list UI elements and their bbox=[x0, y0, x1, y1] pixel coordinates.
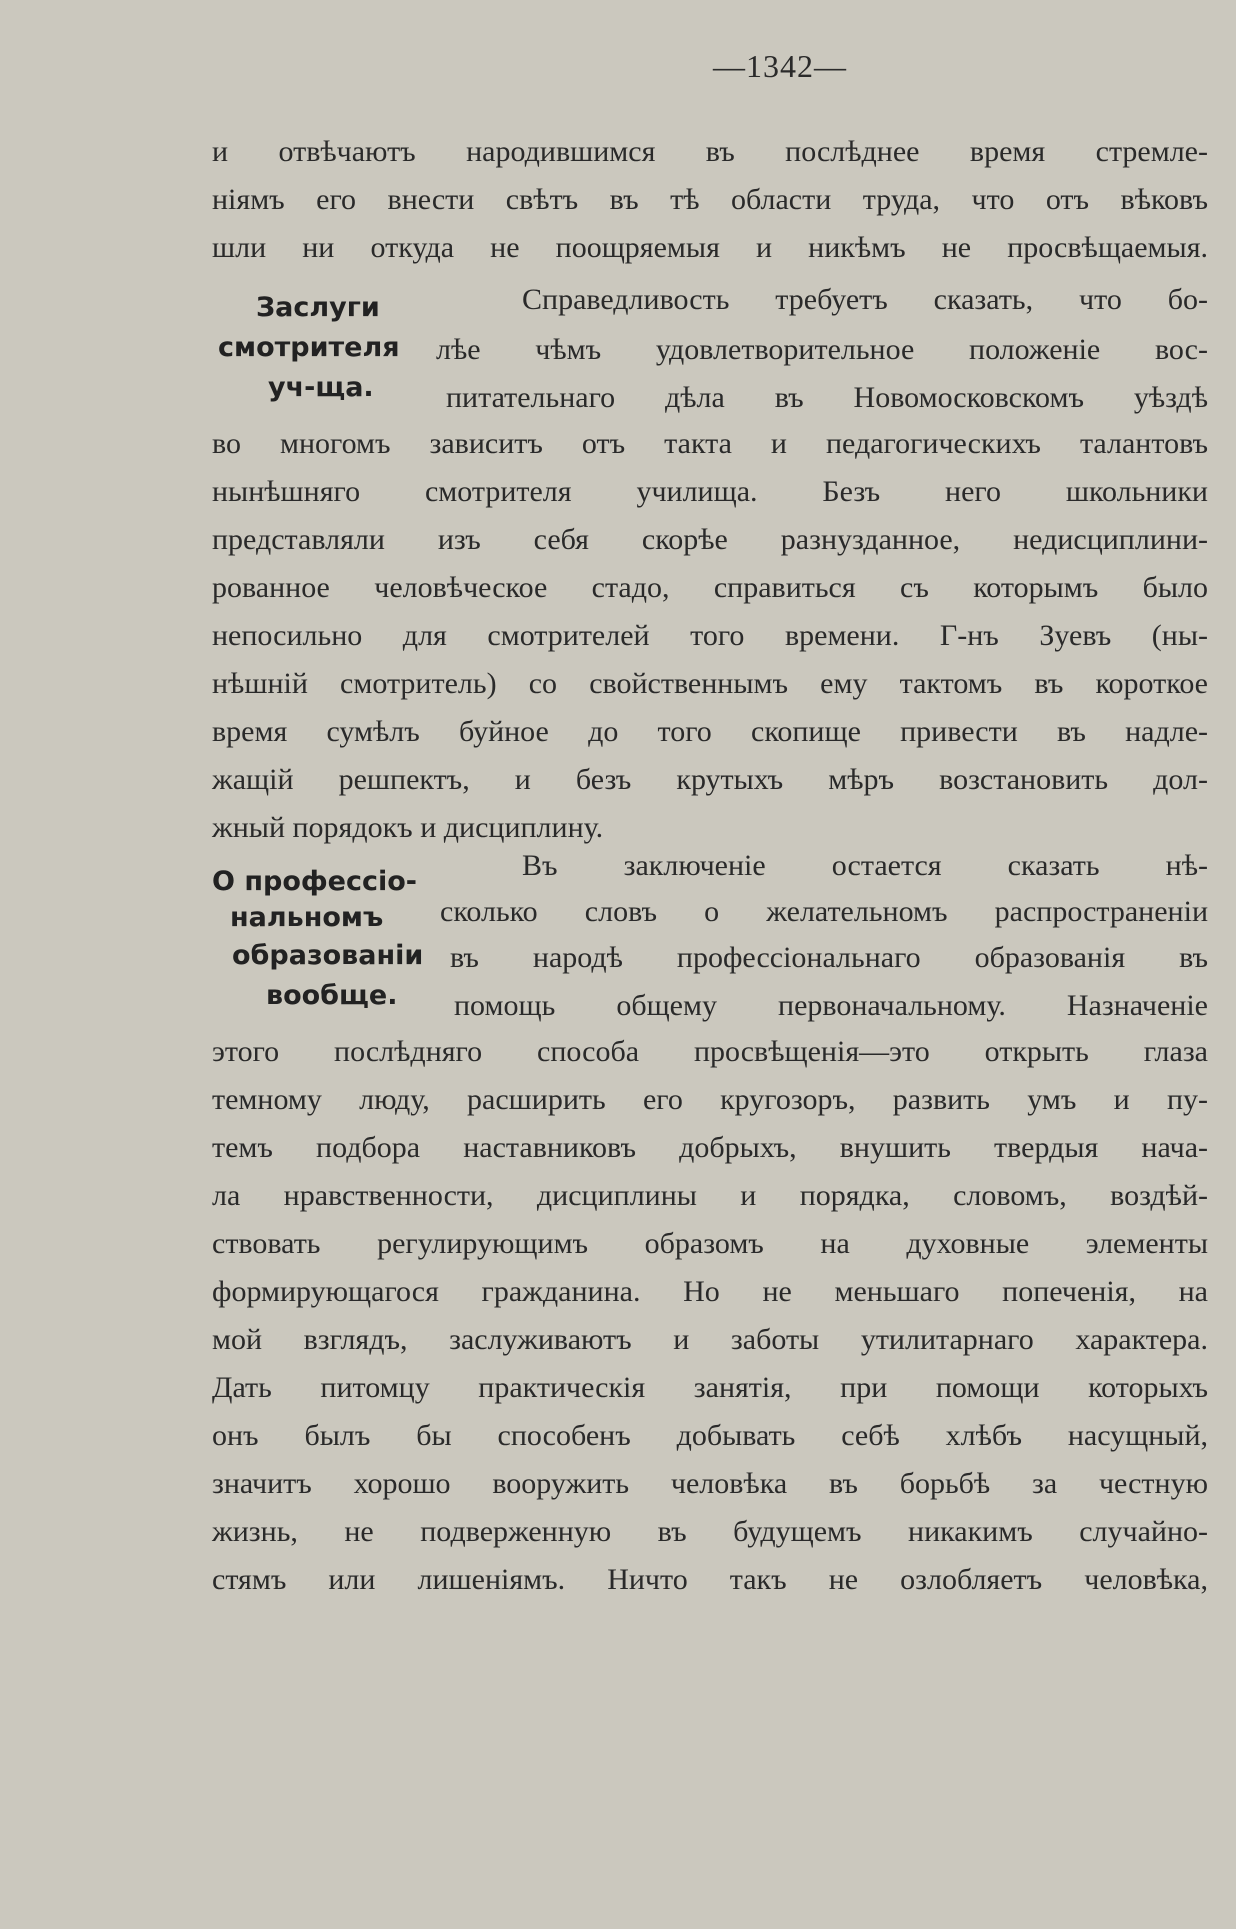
text-line: темъ подбора наставниковъ добрыхъ, внушить твердыя нача- bbox=[212, 1131, 1208, 1164]
text-line: сколько словъ о желательномъ распространеніи bbox=[440, 895, 1208, 928]
page-number: —1342— bbox=[713, 48, 847, 84]
text-line: рованное человѣческое стадо, справиться съ которымъ было bbox=[212, 571, 1208, 604]
sidenote-heading: смотрителя bbox=[218, 332, 400, 363]
text-line: формирующагося гражданина. Но не меньшаго попеченія, на bbox=[212, 1275, 1208, 1308]
text-line: жащій решпектъ, и безъ крутыхъ мѣръ возстановить дол- bbox=[212, 763, 1208, 796]
text-line: значитъ хорошо вооружить человѣка въ борьбѣ за честную bbox=[212, 1467, 1208, 1500]
sidenote-heading: вообще. bbox=[266, 980, 398, 1011]
text-line: во многомъ зависитъ отъ такта и педагогическихъ талантовъ bbox=[212, 427, 1208, 460]
text-line: этого послѣдняго способа просвѣщенія—это открыть глаза bbox=[212, 1035, 1208, 1068]
text-line: время сумѣлъ буйное до того скопище привести въ надле- bbox=[212, 715, 1208, 748]
text-line: ствовать регулирующимъ образомъ на духовные элементы bbox=[212, 1227, 1208, 1260]
sidenote-heading: Заслуги bbox=[256, 292, 380, 323]
text-line: мой взглядъ, заслуживаютъ и заботы утилитарнаго характера. bbox=[212, 1323, 1208, 1356]
text-line: ніямъ его внести свѣтъ въ тѣ области труда, что отъ вѣковъ bbox=[212, 183, 1208, 216]
text-line: онъ былъ бы способенъ добывать себѣ хлѣбъ насущный, bbox=[212, 1419, 1208, 1452]
text-line: жный порядокъ и дисциплину. bbox=[212, 811, 604, 844]
text-line: нынѣшняго смотрителя училища. Безъ него школьники bbox=[212, 475, 1208, 508]
text-line: темному люду, расширить его кругозоръ, развить умъ и пу- bbox=[212, 1083, 1208, 1116]
text-line: жизнь, не подверженную въ будущемъ никакимъ случайно- bbox=[212, 1515, 1208, 1548]
sidenote-heading: уч-ща. bbox=[268, 372, 374, 403]
text-line: представляли изъ себя скорѣе разнузданное, недисциплини- bbox=[212, 523, 1208, 556]
text-line: помощь общему первоначальному. Назначеніе bbox=[454, 989, 1208, 1022]
text-line: лѣе чѣмъ удовлетворительное положеніе вос- bbox=[436, 333, 1208, 366]
sidenote-heading: образованіи bbox=[232, 940, 424, 971]
text-line: Справедливость требуетъ сказать, что бо- bbox=[522, 283, 1208, 316]
text-line: Въ заключеніе остается сказать нѣ- bbox=[522, 849, 1208, 882]
text-line: непосильно для смотрителей того времени. Г-нъ Зуевъ (ны- bbox=[212, 619, 1208, 652]
text-line: ла нравственности, дисциплины и порядка, словомъ, воздѣй- bbox=[212, 1179, 1208, 1212]
sidenote-heading: нальномъ bbox=[230, 902, 384, 933]
text-line: питательнаго дѣла въ Новомосковскомъ уѣздѣ bbox=[446, 381, 1208, 414]
text-line: въ народѣ профессіональнаго образованія въ bbox=[450, 941, 1208, 974]
text-line: и отвѣчаютъ народившимся въ послѣднее время стремле- bbox=[212, 135, 1208, 168]
text-line: стямъ или лишеніямъ. Ничто такъ не озлобляетъ человѣка, bbox=[212, 1563, 1208, 1596]
text-line: Дать питомцу практическія занятія, при помощи которыхъ bbox=[212, 1371, 1208, 1404]
text-line: шли ни откуда не поощряемыя и никѣмъ не просвѣщаемыя. bbox=[212, 231, 1208, 264]
text-line: нѣшній смотритель) со свойственнымъ ему тактомъ въ короткое bbox=[212, 667, 1208, 700]
sidenote-heading: О профессіо- bbox=[212, 866, 418, 897]
